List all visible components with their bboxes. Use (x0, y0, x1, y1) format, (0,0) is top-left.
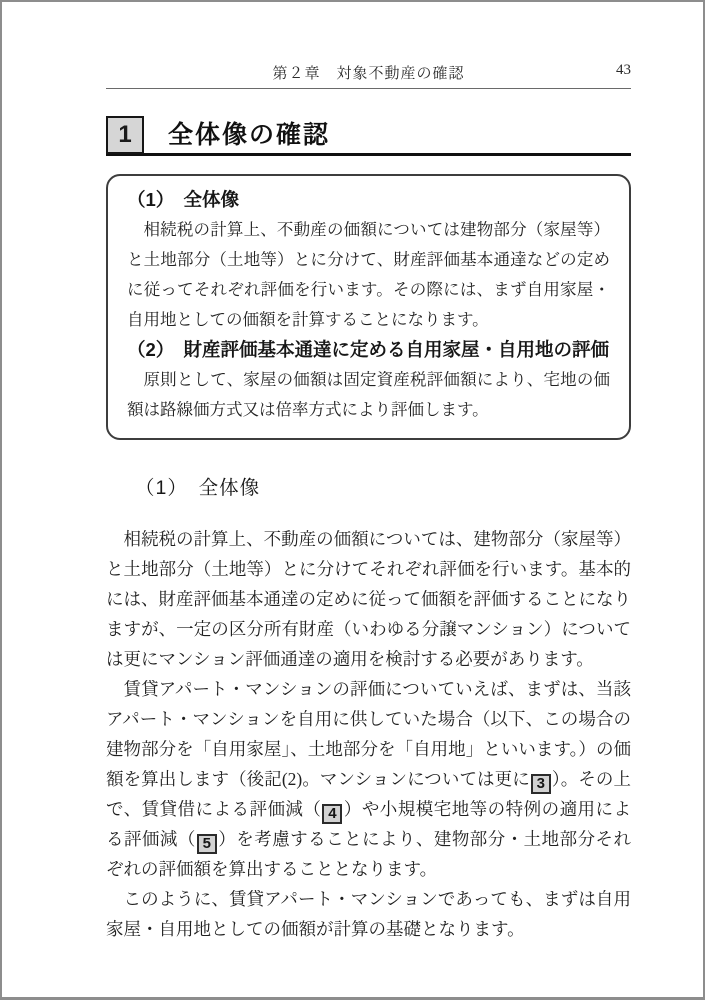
paragraph-2-text-4: ）を考慮することにより、建物部分・土地部分それぞれの評価額を算出することとなります。 (106, 829, 632, 879)
chapter-title: 第２章 対象不動産の確認 (272, 66, 465, 82)
subsection-heading: （1） 全体像 (135, 477, 261, 499)
summary-item2-heading: （2） 財産評価基本通達に定める自用家屋・自用地の評価 (127, 339, 610, 360)
section-heading (106, 113, 631, 156)
ref-box-5 (197, 834, 217, 854)
summary-item1-body: 相続税の計算上、不動産の価額については建物部分（家屋等）と土地部分（土地等）とに分けて、財産評価基本通達などの定めに従ってそれぞれ評価を行います。その際には、まず自用家屋・自用地としての価額を計算することになります。 (127, 220, 610, 329)
paragraph-2 (106, 674, 631, 884)
page-content (106, 62, 631, 944)
summary-box (106, 174, 631, 440)
paragraph-3: このように、賃貸アパート・マンションであっても、まずは自用家屋・自用地としての価額が計算の基礎となります。 (106, 889, 631, 939)
header-rule (106, 88, 631, 89)
paragraph-2-text-3: ）や小規模宅地等の特例の適用による評価減（ (106, 799, 631, 849)
paragraph-2-text-2: ）。その上で、賃貸借による評価減（ (106, 769, 631, 819)
page-number: 43 (616, 62, 631, 78)
summary-item1-heading: （1） 全体像 (127, 189, 240, 210)
ref-3-label: 3 (536, 775, 545, 792)
summary-item2-body: 原則として、家屋の価額は固定資産税評価額により、宅地の価額は路線価方式又は倍率方式により評価します。 (127, 370, 610, 419)
section-title: 全体像の確認 (168, 121, 331, 149)
section-number: 1 (118, 120, 132, 148)
ref-4-label: 4 (328, 805, 337, 822)
section-number-box (106, 116, 144, 154)
ref-box-3 (531, 774, 551, 794)
ref-box-4 (322, 804, 342, 824)
paragraph-2-text-1: 賃貸アパート・マンションの評価についていえば、まずは、当該アパート・マンションを自用に供していた場合（以下、この場合の建物部分を「自用家屋」、土地部分を「自用地」といいます。）の価額を算出します（後記(2)。マンションについては更に (106, 679, 631, 789)
paragraph-1: 相続税の計算上、不動産の価額については、建物部分（家屋等）と土地部分（土地等）とに分けてそれぞれ評価を行います。基本的には、財産評価基本通達の定めに従って価額を評価することになりますが、一定の区分所有財産（いわゆる分譲マンション）については更にマンション評価通達の適用を検討する必要があります。 (106, 529, 631, 669)
ref-5-label: 5 (202, 835, 211, 852)
running-header (106, 62, 631, 84)
main-body (106, 524, 631, 944)
